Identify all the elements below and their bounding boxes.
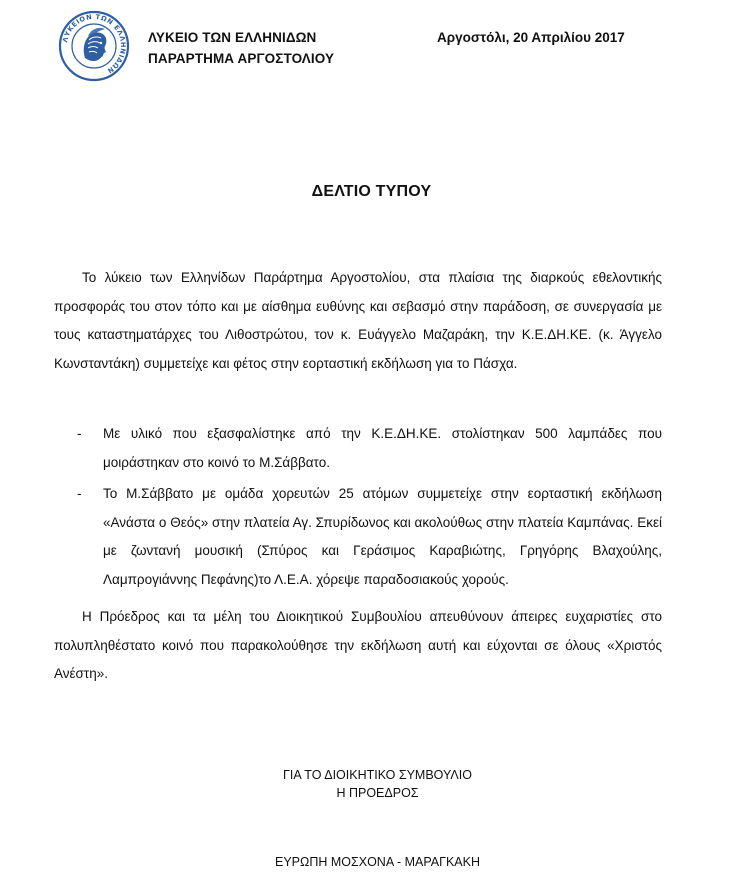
lyceum-seal-icon: [58, 10, 130, 82]
organization-name: [148, 27, 334, 69]
intro-paragraph: Το λύκειο των Ελληνίδων Παράρτημα Αργοστολίου, στα πλαίσια της διαρκούς εθελοντικής προσφοράς του στον τόπο και με αίσθημα ευθύνης και σεβασμό στην παράδοση, σε συνεργασία με τους καταστηματάρχες του Λιθοστρώτου, τον κ. Ευάγγελο Μαζαράκη, την Κ.Ε.ΔΗ.ΚΕ. (κ. Άγγελο Κωνσταντάκη) συμμετείχε και φέτος στην εορταστική εκδήλωση για το Πάσχα.: [54, 270, 662, 371]
list-item-text: Το Μ.Σάββατο με ομάδα χορευτών 25 ατόμων συμμετείχε στην εορταστική εκδήλωση «Ανάστα ο Θεός» στην πλατεία Αγ. Σπυρίδωνος και ακολούθως στην πλατεία Καμπάνας. Εκεί με ζωντανή μουσική (Σπύρος και Γεράσιμος Καραβιώτης, Γρηγόρης Βλαχούλης, Λαμπρογιάννης Πεφάνης)το Λ.Ε.Α. χόρεψε παραδοσιακούς χορούς.: [103, 486, 662, 587]
document-title: ΔΕΛΤΙΟ ΤΥΠΟΥ: [311, 183, 432, 200]
seal-graphic: [58, 10, 130, 82]
closing-paragraph: Η Πρόεδρος και τα μέλη του Διοικητικού Συμβουλίου απευθύνουν άπειρες ευχαριστίες στο πολυπληθέστατο κοινό που παρακολούθησε την εκδήλωση αυτή και εύχονται σε όλους «Χριστός Ανέστη».: [54, 609, 662, 682]
list-item-text: Με υλικό που εξασφαλίστηκε από την Κ.Ε.ΔΗ.ΚΕ. στολίστηκαν 500 λαμπάδες που μοιράστηκαν στο κοινό το Μ.Σάββατο.: [103, 426, 662, 470]
bullet-marker: -: [77, 426, 82, 441]
bullet-list: [54, 420, 662, 595]
signature-line-2: Η ΠΡΟΕΔΡΟΣ: [336, 786, 419, 800]
signatory-name: ΕΥΡΩΠΗ ΜΟΣΧΟΝΑ - ΜΑΡΑΓΚΑΚΗ: [274, 855, 480, 869]
list-item: [54, 480, 662, 594]
bullet-marker: -: [77, 486, 82, 502]
org-line-1: ΛΥΚΕΙΟ ΤΩΝ ΕΛΛΗΝΙΔΩΝ: [148, 30, 317, 45]
signature-line-1: ΓΙΑ ΤΟ ΔΙΟΙΚΗΤΙΚΟ ΣΥΜΒΟΥΛΙΟ: [283, 768, 472, 782]
org-line-2: ΠΑΡΑΡΤΗΜΑ ΑΡΓΟΣΤΟΛΙΟΥ: [148, 51, 335, 66]
list-item: [54, 420, 662, 477]
signature-block: [6, 766, 743, 802]
document-date: Αργοστόλι, 20 Απριλίου 2017: [437, 30, 625, 45]
seal-text: ΛΥΚΕΙΟΝ ΤΩΝ ΕΛΛΗΝΙΔΩΝ: [61, 12, 128, 76]
